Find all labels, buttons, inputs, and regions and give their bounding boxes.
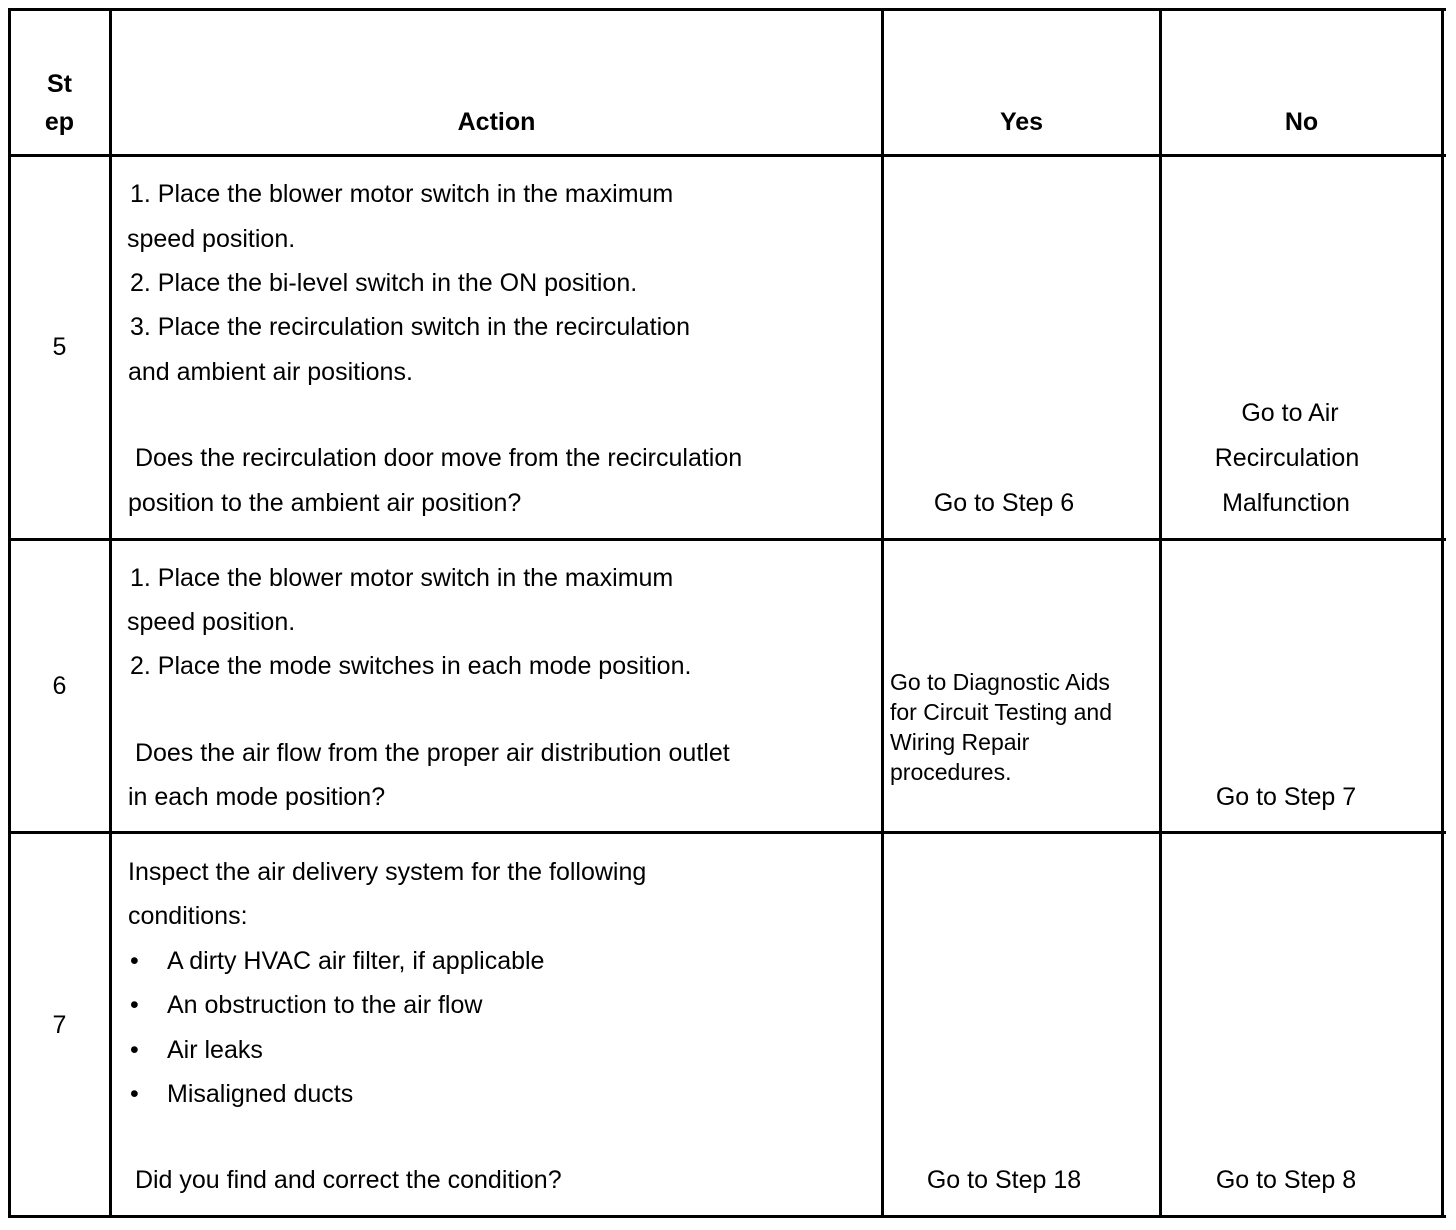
action-line: speed position. — [127, 225, 296, 253]
header-step-line2: ep — [44, 108, 75, 136]
no-result: Recirculation — [1214, 444, 1360, 472]
table-row-divider — [8, 538, 1446, 541]
action-question: position to the ambient air position? — [128, 489, 522, 517]
no-result: Malfunction — [1222, 489, 1350, 517]
header-step-line1: St — [47, 70, 72, 98]
bullet-icon: • — [130, 947, 139, 975]
action-line: and ambient air positions. — [128, 358, 413, 386]
action-question: Does the air flow from the proper air distribution outlet — [128, 739, 730, 767]
yes-result: procedures. — [890, 759, 1012, 785]
bullet-item: Misaligned ducts — [167, 1080, 354, 1108]
header-action: Action — [457, 108, 536, 136]
action-line: 2. Place the mode switches in each mode position. — [130, 652, 692, 680]
yes-result: Go to Step 18 — [926, 1166, 1082, 1194]
yes-result: Go to Step 6 — [933, 489, 1075, 517]
bullet-icon: • — [130, 1080, 139, 1108]
no-result: Go to Step 8 — [1215, 1166, 1357, 1194]
yes-result: for Circuit Testing and — [890, 699, 1113, 725]
action-line: 1. Place the blower motor switch in the maximum — [130, 564, 674, 592]
bullet-icon: • — [130, 991, 139, 1019]
header-yes: Yes — [999, 108, 1044, 136]
action-line: Inspect the air delivery system for the following — [128, 858, 647, 886]
action-line: speed position. — [127, 608, 296, 636]
yes-result: Go to Diagnostic Aids — [890, 669, 1110, 695]
yes-result: Wiring Repair — [890, 729, 1030, 755]
table-row-divider — [8, 831, 1446, 834]
action-line: 1. Place the blower motor switch in the maximum — [130, 180, 674, 208]
table-col-divider — [1159, 8, 1162, 1218]
header-no: No — [1284, 108, 1319, 136]
step-number: 7 — [52, 1011, 67, 1039]
step-number: 5 — [52, 333, 67, 361]
table-border-bottom — [8, 1215, 1446, 1218]
action-question: in each mode position? — [128, 783, 386, 811]
table-border-top — [8, 8, 1446, 11]
bullet-item: An obstruction to the air flow — [167, 991, 483, 1019]
step-number: 6 — [52, 672, 67, 700]
action-line: 2. Place the bi-level switch in the ON position. — [130, 269, 638, 297]
action-question: Did you find and correct the condition? — [128, 1166, 562, 1194]
no-result: Go to Air — [1241, 399, 1339, 427]
table-border-right — [1441, 8, 1444, 1218]
table-header-divider — [8, 154, 1446, 157]
action-line: 3. Place the recirculation switch in the recirculation — [130, 313, 690, 341]
action-line: conditions: — [128, 902, 248, 930]
action-question: Does the recirculation door move from the recirculation — [128, 444, 743, 472]
bullet-item: A dirty HVAC air filter, if applicable — [167, 947, 545, 975]
bullet-item: Air leaks — [167, 1036, 263, 1064]
no-result: Go to Step 7 — [1215, 783, 1357, 811]
table-col-divider — [881, 8, 884, 1218]
bullet-icon: • — [130, 1036, 139, 1064]
table-col-divider — [109, 8, 112, 1218]
